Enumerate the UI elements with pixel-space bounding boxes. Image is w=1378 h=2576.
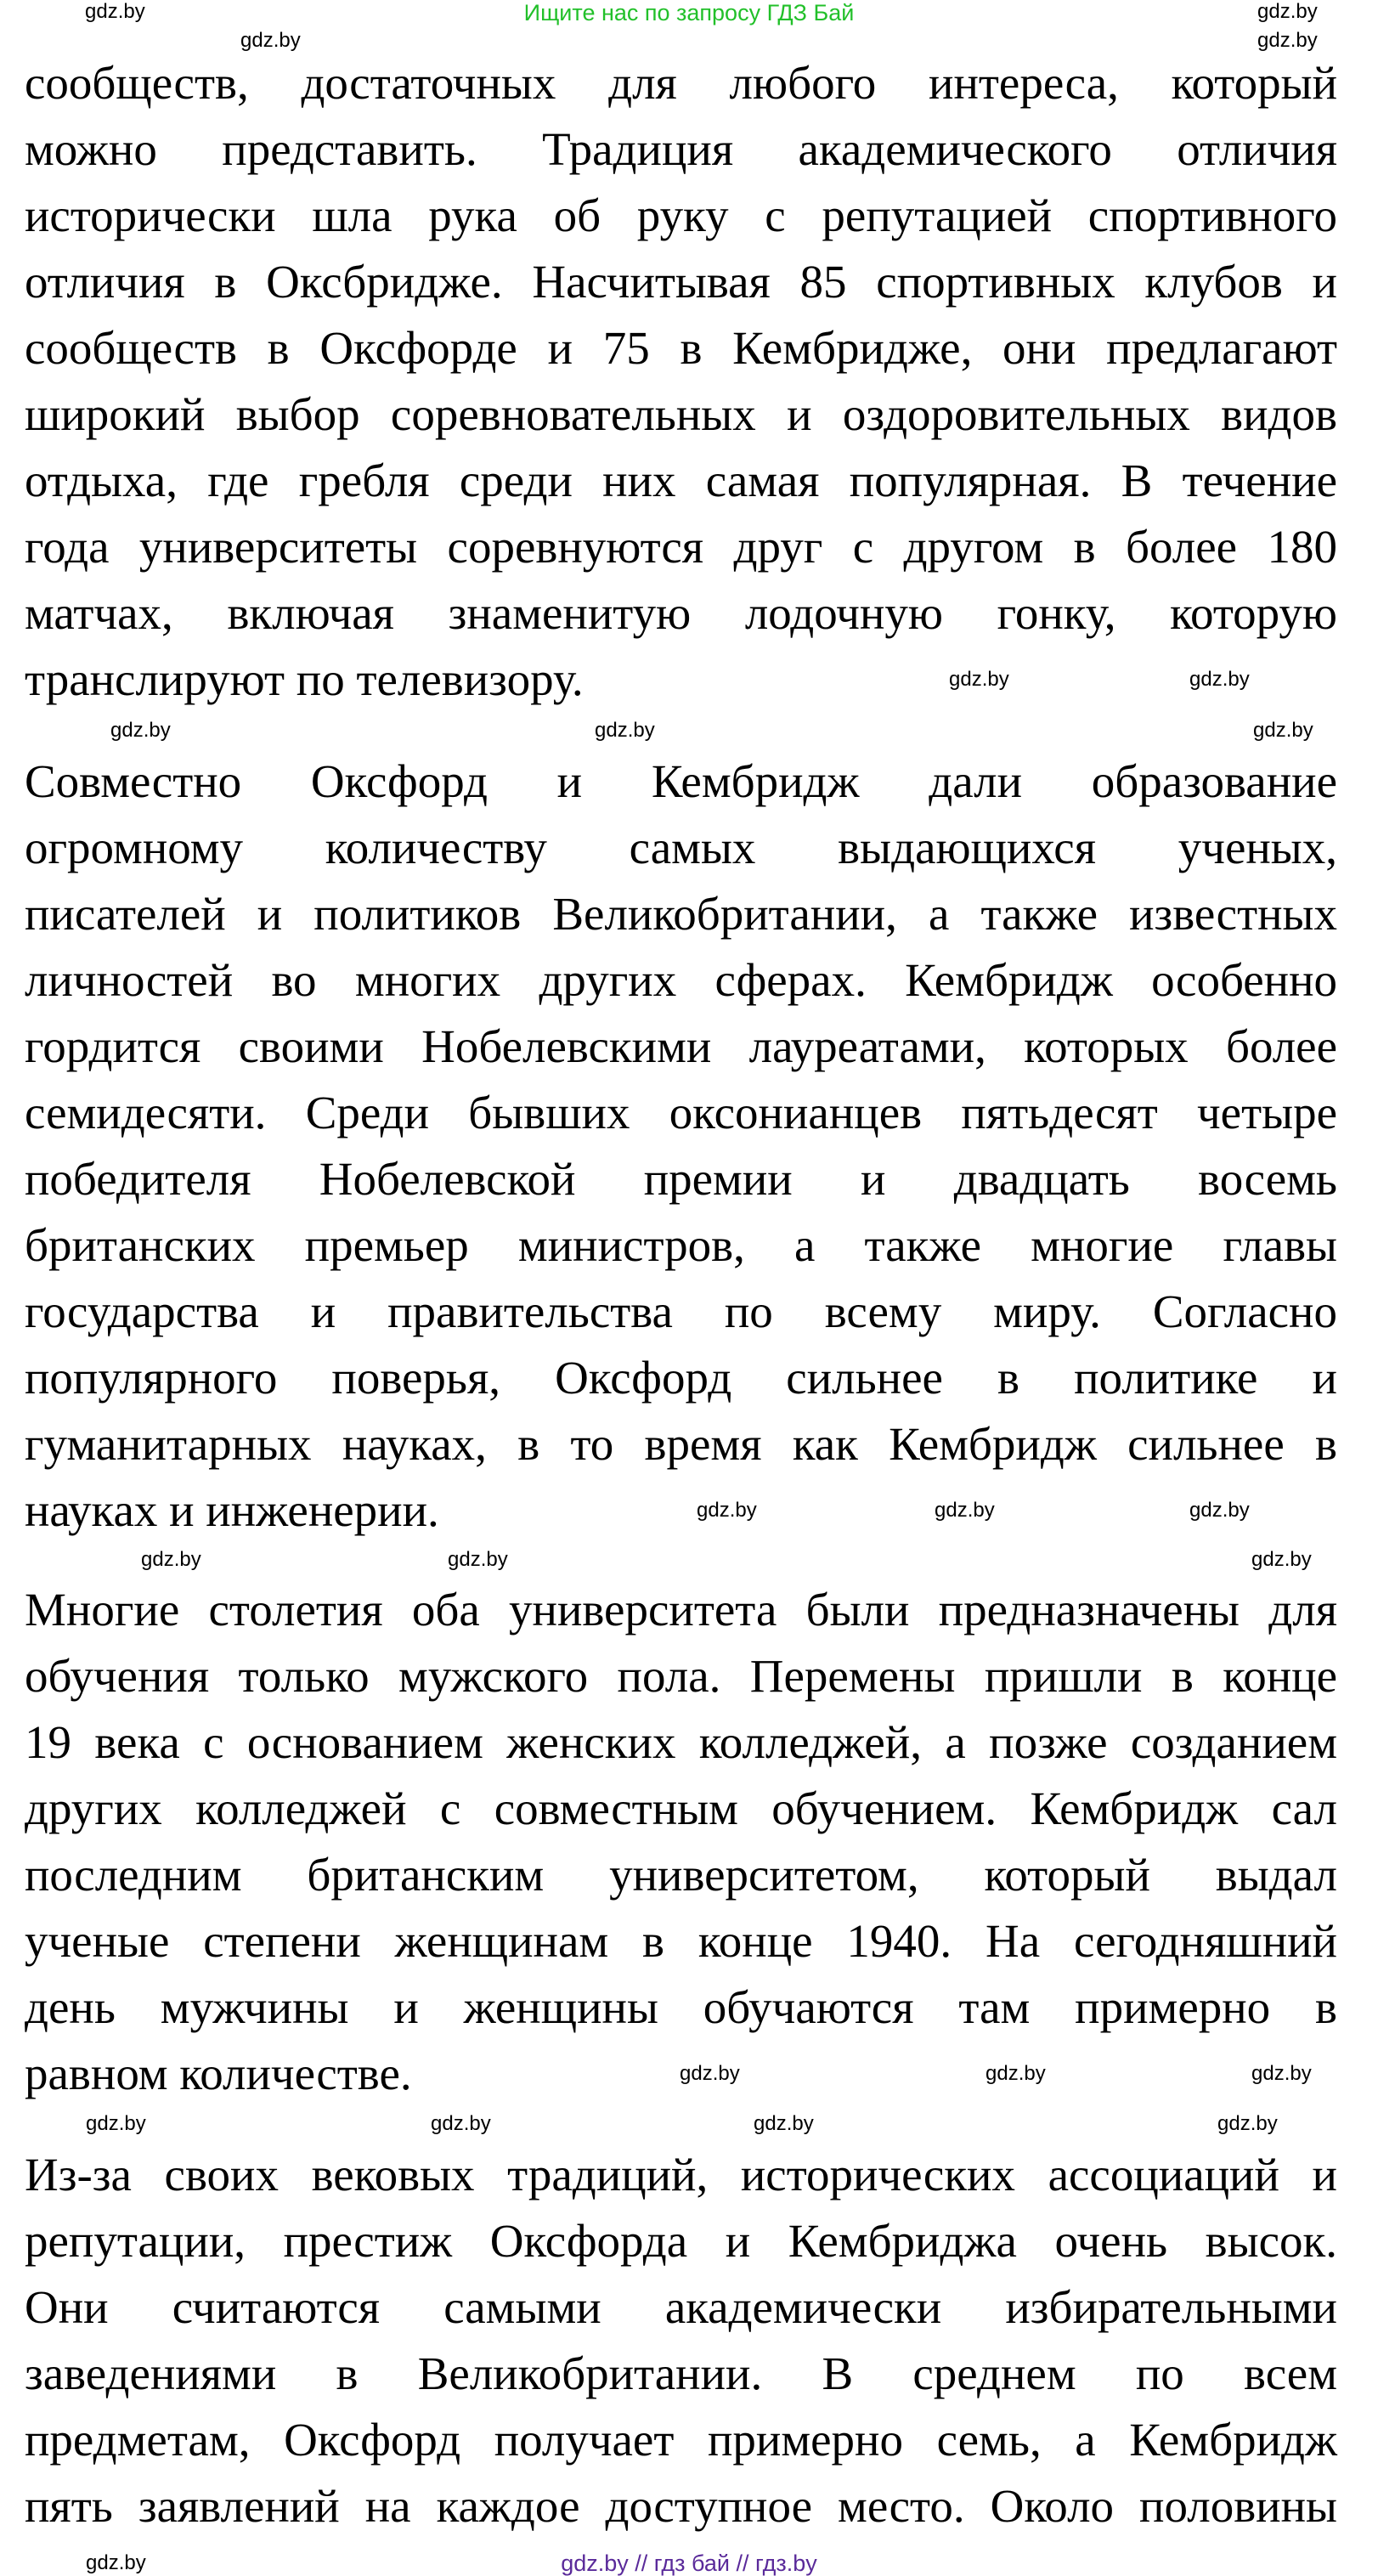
text-line: Они считаются самыми академически избирательными xyxy=(25,2281,1337,2334)
watermark-text: gdz.by xyxy=(85,0,145,23)
watermark-text: gdz.by xyxy=(697,1499,757,1522)
text-line: государства и правительства по всему миру. Согласно xyxy=(25,1285,1337,1338)
watermark-text: gdz.by xyxy=(141,1548,201,1571)
text-line: науках и инженерии. xyxy=(25,1484,439,1537)
text-line: сообществ, достаточных для любого интереса, который xyxy=(25,56,1337,109)
text-line: Многие столетия оба университета были предназначены для xyxy=(25,1584,1337,1636)
text-line: писателей и политиков Великобритании, а также известных xyxy=(25,888,1337,941)
watermark-text: gdz.by xyxy=(1257,29,1318,52)
text-line: репутации, престиж Оксфорда и Кембриджа очень высок. xyxy=(25,2215,1337,2268)
watermark-text: gdz.by xyxy=(1253,719,1313,742)
text-line: личностей во многих других сферах. Кембридж особенно xyxy=(25,954,1337,1007)
text-line: исторически шла рука об руку с репутацией спортивного xyxy=(25,189,1337,241)
watermark-text: gdz.by xyxy=(935,1499,995,1522)
text-line: предметам, Оксфорд получает примерно семь, а Кембридж xyxy=(25,2414,1337,2466)
text-line: года университеты соревнуются друг с другом в более 180 xyxy=(25,520,1337,573)
text-line: матчах, включая знаменитую лодочную гонку, которую xyxy=(25,586,1337,639)
text-line: огромному количеству самых выдающихся ученых, xyxy=(25,822,1337,874)
text-line: отличия в Оксбридже. Насчитывая 85 спортивных клубов и xyxy=(25,255,1337,308)
text-line: сообществ в Оксфорде и 75 в Кембридже, они предлагают xyxy=(25,321,1337,374)
text-line: можно представить. Традиция академического отличия xyxy=(25,122,1337,175)
text-line: Совместно Оксфорд и Кембридж дали образование xyxy=(25,755,1337,808)
watermark-text: gdz.by xyxy=(448,1548,508,1571)
watermark-text: gdz.by xyxy=(110,719,171,742)
text-line: 19 века с основанием женских колледжей, а позже созданием xyxy=(25,1716,1337,1769)
text-line: других колледжей с совместным обучением. Кембридж сал xyxy=(25,1782,1337,1835)
text-line: отдыха, где гребля среди них самая популярная. В течение xyxy=(25,454,1337,506)
watermark-text: gdz.by xyxy=(1189,1499,1250,1522)
text-line: широкий выбор соревновательных и оздоровительных видов xyxy=(25,387,1337,440)
watermark-text: gdz.by xyxy=(595,719,655,742)
watermark-text: gdz.by xyxy=(1251,1548,1312,1571)
watermark-text: gdz.by xyxy=(1257,0,1318,23)
text-line: Из-за своих вековых традиций, исторических ассоциаций и xyxy=(25,2149,1337,2201)
text-line: заведениями в Великобритании. В среднем по всем xyxy=(25,2347,1337,2400)
text-line: семидесяти. Среди бывших оксонианцев пятьдесят четыре xyxy=(25,1087,1337,1139)
watermark-text: gdz.by xyxy=(949,668,1009,691)
watermark-text: gdz.by xyxy=(680,2062,740,2085)
watermark-text: gdz.by xyxy=(240,29,301,52)
text-line: победителя Нобелевской премии и двадцать восемь xyxy=(25,1153,1337,1206)
text-line: гуманитарных науках, в то время как Кембридж сильнее в xyxy=(25,1418,1337,1471)
watermark-text: gdz.by xyxy=(1251,2062,1312,2085)
text-line: транслируют по телевизору. xyxy=(25,652,584,705)
watermark-text: gdz.by xyxy=(1189,668,1250,691)
text-line: популярного поверья, Оксфорд сильнее в политике и xyxy=(25,1352,1337,1404)
watermark-text: gdz.by xyxy=(86,2551,146,2574)
text-line: обучения только мужского пола. Перемены пришли в конце xyxy=(25,1650,1337,1703)
text-line: ученые степени женщинам в конце 1940. На сегодняшний xyxy=(25,1915,1337,1968)
watermark-text: gdz.by xyxy=(754,2112,814,2135)
watermark-text: gdz.by xyxy=(431,2112,491,2135)
text-line: гордится своими Нобелевскими лауреатами, которых более xyxy=(25,1020,1337,1073)
text-line: последним британским университетом, который выдал xyxy=(25,1849,1337,1901)
watermark-text: gdz.by xyxy=(985,2062,1046,2085)
text-line: день мужчины и женщины обучаются там примерно в xyxy=(25,1981,1337,2034)
footer-banner: gdz.by // гдз бай // гдз.by xyxy=(561,2551,817,2576)
search-hint-banner: Ищите нас по запросу ГДЗ Бай xyxy=(523,0,855,25)
watermark-text: gdz.by xyxy=(1217,2112,1278,2135)
text-line: пять заявлений на каждое доступное место. Около половины xyxy=(25,2480,1337,2533)
watermark-text: gdz.by xyxy=(86,2112,146,2135)
text-line: равном количестве. xyxy=(25,2048,412,2100)
text-line: британских премьер министров, а также многие главы xyxy=(25,1219,1337,1272)
